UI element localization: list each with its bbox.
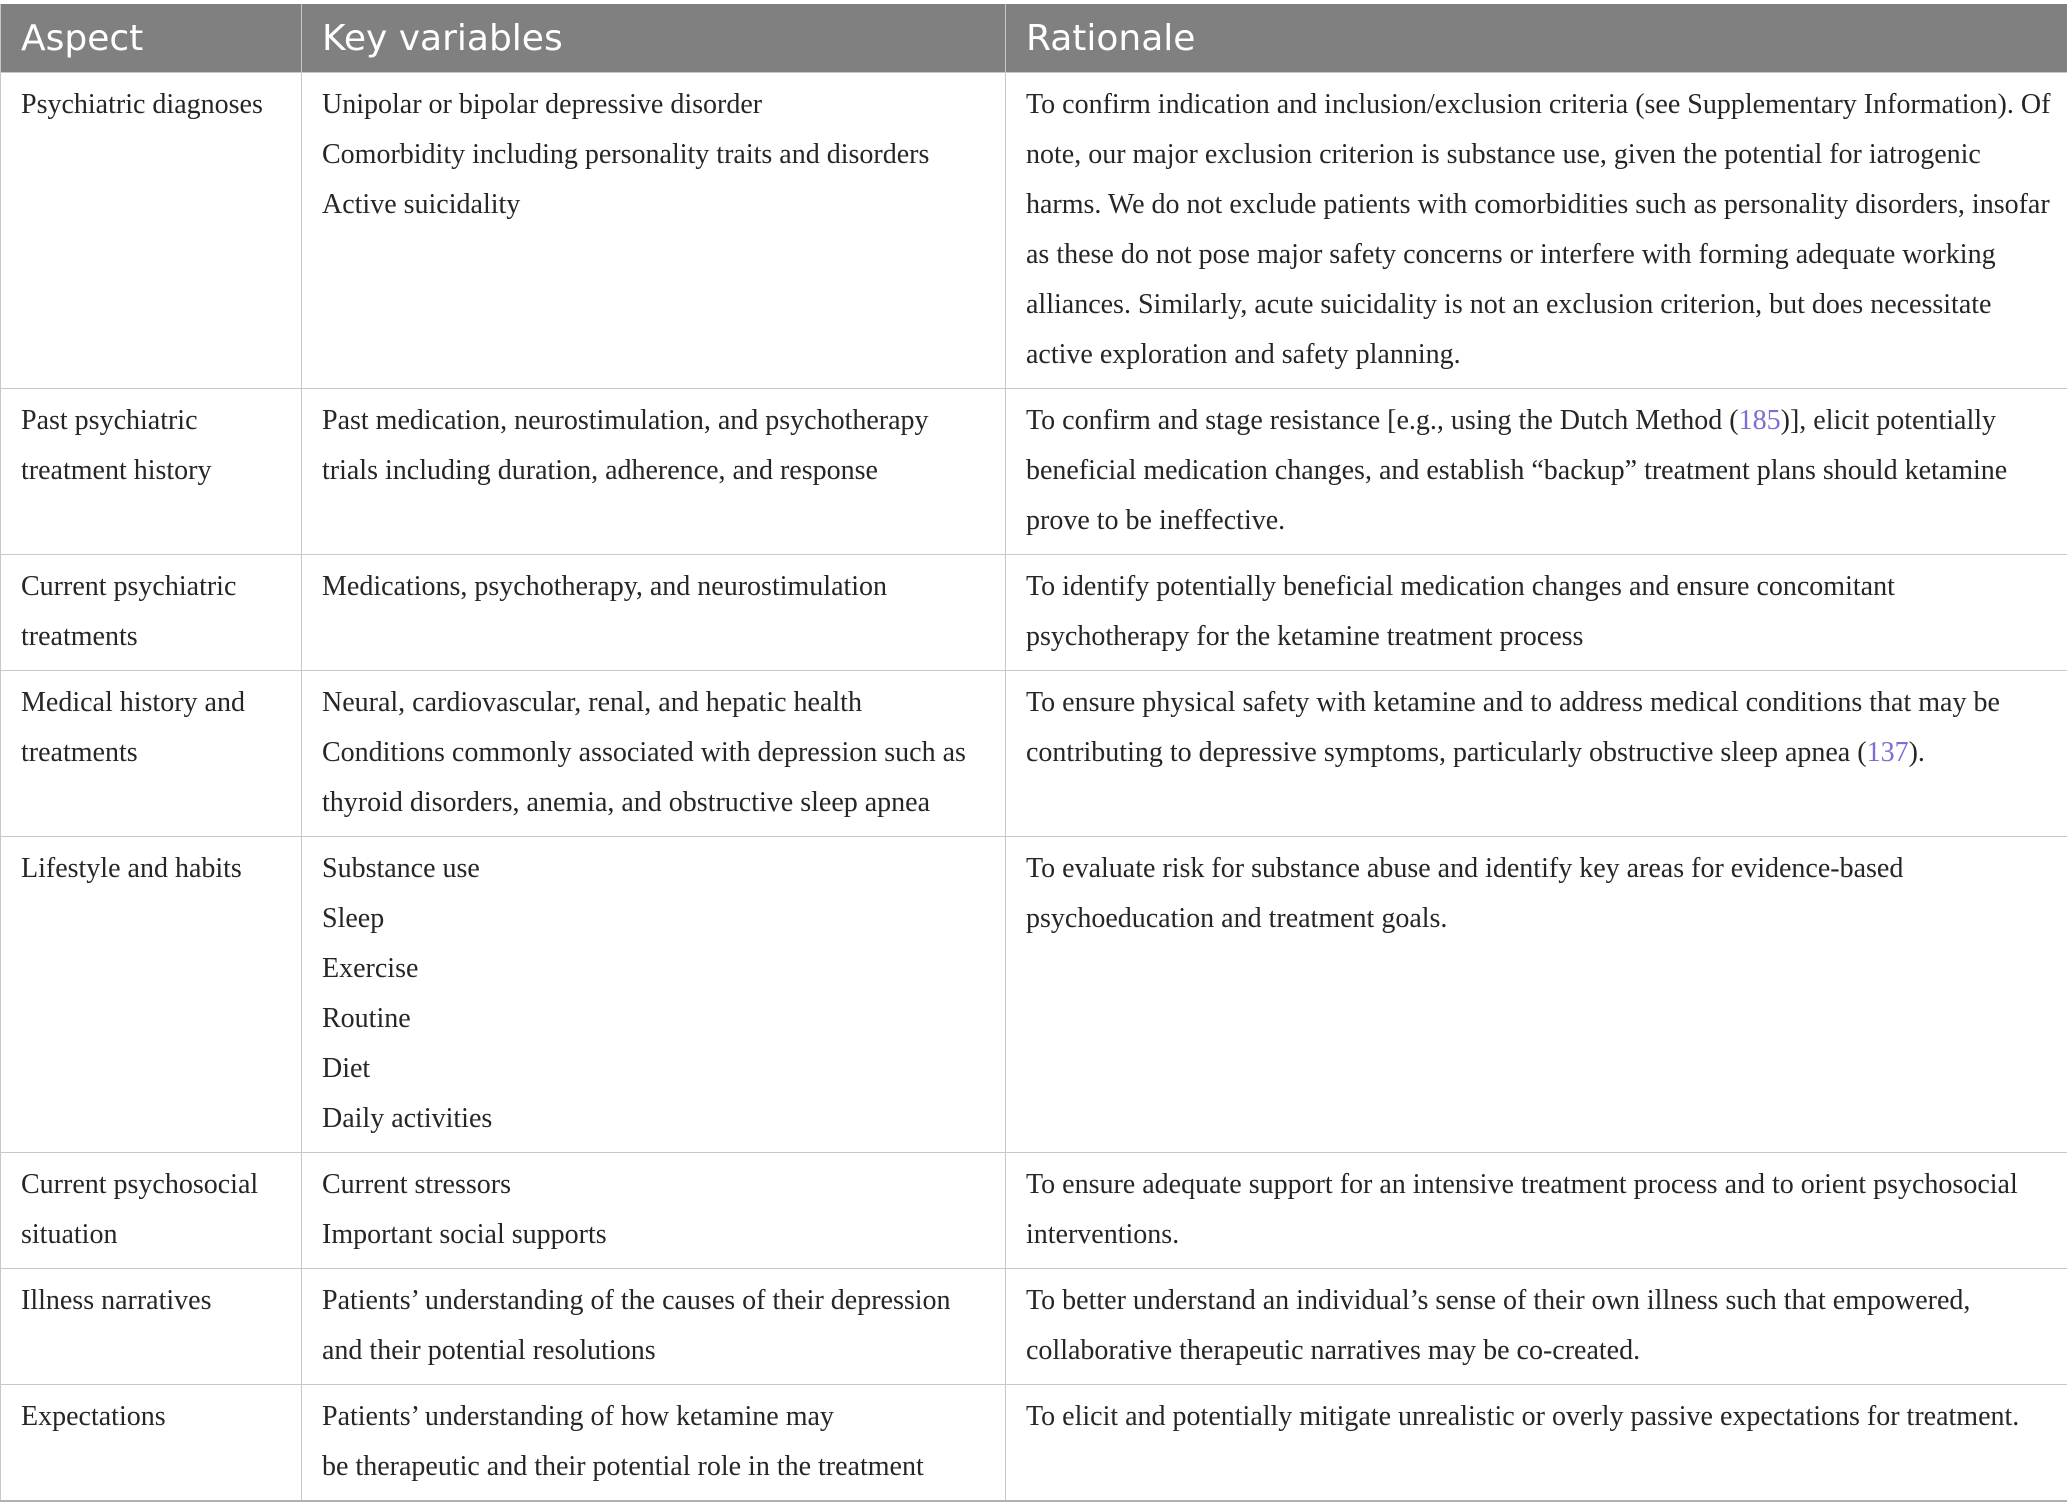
citation-link[interactable]: 185 <box>1739 405 1781 436</box>
key-variable-item: Patients’ understanding of the causes of their depression and their potential resolutions <box>322 1276 989 1376</box>
table-row <box>1 1153 2067 1269</box>
aspect-text: Psychiatric diagnoses <box>21 80 285 130</box>
aspect-cell <box>1 73 302 389</box>
aspect-text: treatment history <box>21 446 285 496</box>
rationale-text: To better understand an individual’s sense of their own illness such that empowered, collaborative therapeutic narratives may be co-created. <box>1026 1285 1970 1366</box>
key-variables-cell <box>302 1269 1006 1385</box>
rationale-cell <box>1006 671 2067 837</box>
column-header-aspect: Aspect <box>1 4 302 73</box>
rationale-cell <box>1006 555 2067 671</box>
aspect-text: situation <box>21 1210 285 1260</box>
table-row <box>1 73 2067 389</box>
column-header-key-variables: Key variables <box>302 4 1006 73</box>
key-variable-item: Daily activities <box>322 1094 989 1144</box>
key-variables-cell <box>302 1153 1006 1269</box>
aspect-text: Lifestyle and habits <box>21 844 285 894</box>
header-row <box>1 4 2067 73</box>
aspect-text: treatments <box>21 728 285 778</box>
table-row <box>1 1269 2067 1385</box>
aspect-cell <box>1 837 302 1153</box>
key-variable-item: Substance use <box>322 844 989 894</box>
key-variable-item: Exercise <box>322 944 989 994</box>
key-variables-cell <box>302 1385 1006 1502</box>
citation-link[interactable]: 137 <box>1867 737 1909 768</box>
key-variables-cell <box>302 837 1006 1153</box>
key-variables-cell <box>302 671 1006 837</box>
table-row <box>1 389 2067 555</box>
assessment-table-container <box>0 4 2067 1502</box>
table-header <box>1 4 2067 73</box>
key-variable-item: be therapeutic and their potential role in the treatment <box>322 1442 989 1492</box>
key-variable-item: Conditions commonly associated with depression such as thyroid disorders, anemia, and obstructive sleep apnea <box>322 728 989 828</box>
aspect-cell <box>1 1269 302 1385</box>
key-variables-cell <box>302 555 1006 671</box>
aspect-cell <box>1 671 302 837</box>
rationale-cell <box>1006 389 2067 555</box>
rationale-text: To identify potentially beneficial medication changes and ensure concomitant psychotherapy for the ketamine treatment process <box>1026 571 1895 652</box>
rationale-text: To confirm and stage resistance [e.g., using the Dutch Method ( <box>1026 405 1739 436</box>
key-variable-item: Sleep <box>322 894 989 944</box>
aspect-text: Past psychiatric <box>21 396 285 446</box>
key-variables-cell <box>302 389 1006 555</box>
key-variable-item: Routine <box>322 994 989 1044</box>
rationale-cell <box>1006 837 2067 1153</box>
key-variable-item: Diet <box>322 1044 989 1094</box>
key-variable-item: Past medication, neurostimulation, and psychotherapy trials including duration, adherence, and response <box>322 396 989 496</box>
table-row <box>1 1385 2067 1502</box>
table-body <box>1 73 2067 1502</box>
aspect-text: Current psychosocial <box>21 1160 285 1210</box>
table-row <box>1 837 2067 1153</box>
rationale-text: To evaluate risk for substance abuse and identify key areas for evidence-based psychoeducation and treatment goals. <box>1026 853 1903 934</box>
aspect-text: Medical history and <box>21 678 285 728</box>
rationale-cell <box>1006 1153 2067 1269</box>
key-variable-item: Comorbidity including personality traits and disorders <box>322 130 989 180</box>
aspect-cell <box>1 555 302 671</box>
key-variable-item: Unipolar or bipolar depressive disorder <box>322 80 989 130</box>
column-header-rationale: Rationale <box>1006 4 2067 73</box>
aspect-text: Current psychiatric <box>21 562 285 612</box>
aspect-text: treatments <box>21 612 285 662</box>
key-variable-item: Patients’ understanding of how ketamine may <box>322 1392 989 1442</box>
rationale-cell <box>1006 1269 2067 1385</box>
rationale-text: To ensure adequate support for an intensive treatment process and to orient psychosocial interventions. <box>1026 1169 2018 1250</box>
key-variable-item: Important social supports <box>322 1210 989 1260</box>
rationale-text-continued: )], elicit potentially beneficial medication changes, and establish “backup” treatment plans should ketamine prove to be ineffective. <box>1026 405 2007 536</box>
aspect-cell <box>1 1385 302 1502</box>
aspect-text: Expectations <box>21 1392 285 1442</box>
rationale-text: To elicit and potentially mitigate unrealistic or overly passive expectations for treatment. <box>1026 1401 2019 1432</box>
rationale-text-continued: ). <box>1909 737 1925 768</box>
table-row <box>1 555 2067 671</box>
aspect-cell <box>1 1153 302 1269</box>
aspect-text: Illness narratives <box>21 1276 285 1326</box>
assessment-table <box>0 4 2067 1502</box>
key-variable-item: Current stressors <box>322 1160 989 1210</box>
key-variables-cell <box>302 73 1006 389</box>
key-variable-item: Active suicidality <box>322 180 989 230</box>
aspect-cell <box>1 389 302 555</box>
key-variable-item: Neural, cardiovascular, renal, and hepatic health <box>322 678 989 728</box>
table-row <box>1 671 2067 837</box>
rationale-text: To ensure physical safety with ketamine and to address medical conditions that may be contributing to depressive symptoms, particularly obstructive sleep apnea ( <box>1026 687 2000 768</box>
rationale-cell <box>1006 1385 2067 1502</box>
rationale-text: To confirm indication and inclusion/exclusion criteria (see Supplementary Information). Of note, our major exclusion criterion is substance use, given the potential for iatrogenic harms. We do not exclude patients with comorbidities such as personality disorders, insofar as these do not pose major safety concerns or interfere with forming adequate working alliances. Similarly, acute suicidality is not an exclusion criterion, but does necessitate active exploration and safety planning. <box>1026 89 2050 370</box>
key-variable-item: Medications, psychotherapy, and neurostimulation <box>322 562 989 612</box>
rationale-cell <box>1006 73 2067 389</box>
